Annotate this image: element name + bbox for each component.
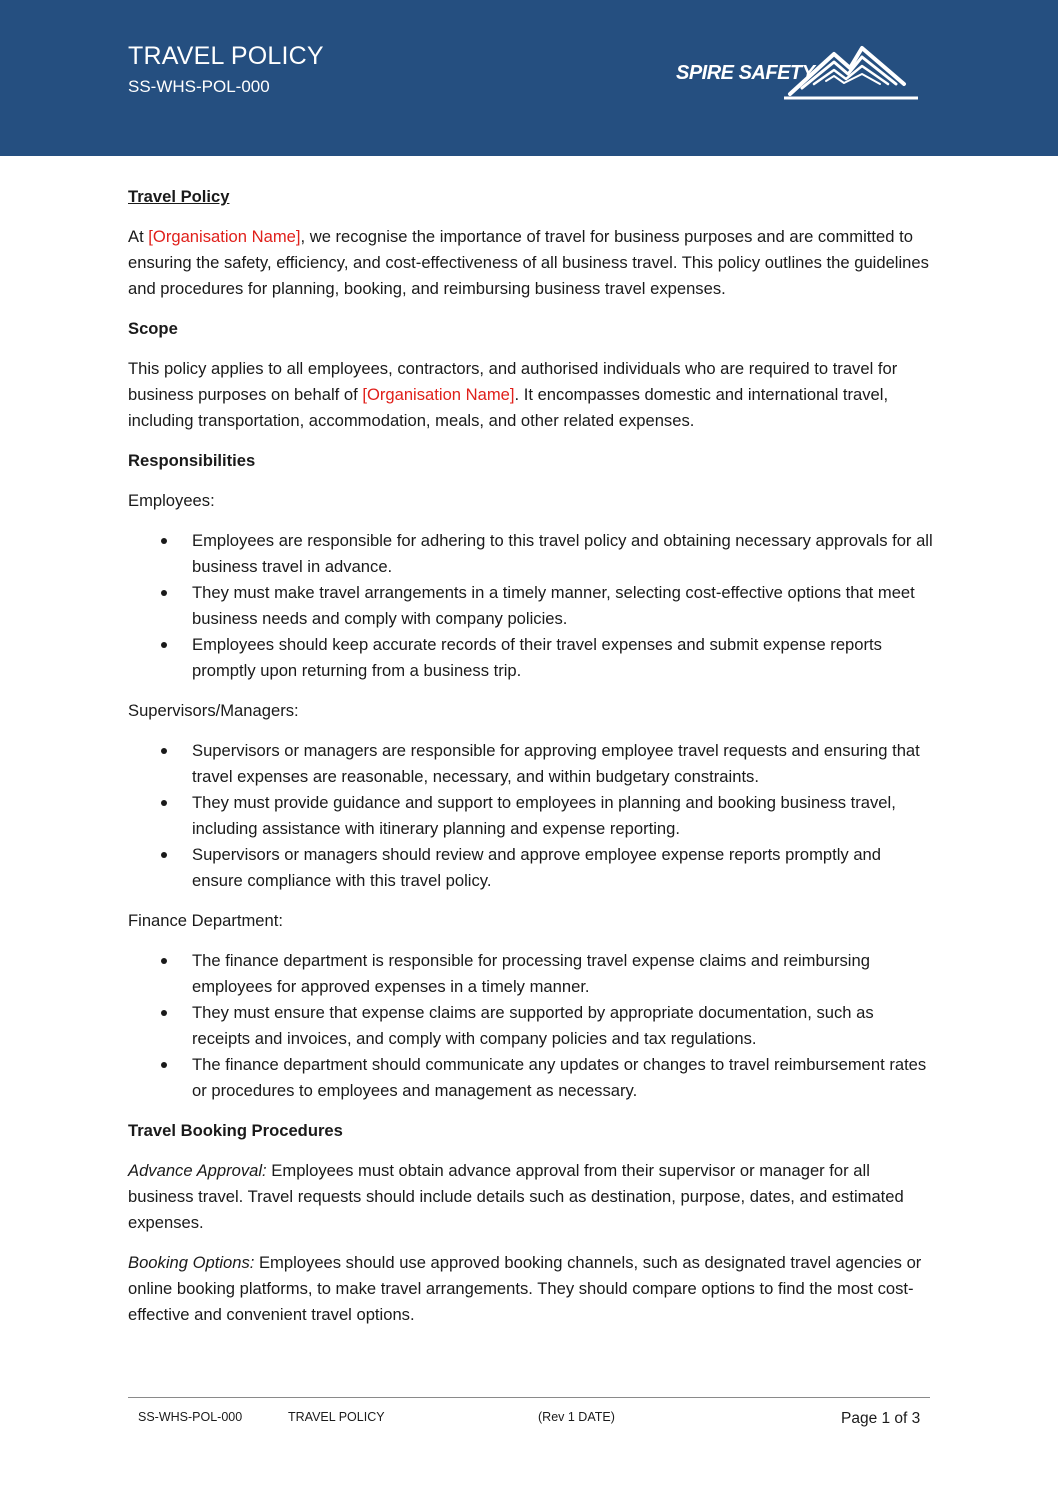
footer-revision: (Rev 1 DATE) (538, 1410, 615, 1424)
intro-text-start: At (128, 227, 149, 246)
bullet-icon (161, 958, 167, 964)
group-label-employees: Employees: (128, 491, 215, 510)
bullet-icon (161, 748, 167, 754)
intro-paragraph (128, 224, 934, 302)
list-item-text: They must ensure that expense claims are supported by appropriate documentation, such as receipts and invoices, and comply with company policies and tax regulations. (192, 1003, 874, 1048)
organisation-placeholder: [Organisation Name] (362, 385, 515, 404)
scope-text-start: This policy applies to all employees, contractors, and authorised individuals who are required to travel for business purposes on behalf of (128, 359, 898, 404)
page-header (0, 0, 1058, 156)
document-title: TRAVEL POLICY (128, 42, 324, 70)
bullet-icon (161, 800, 167, 806)
document-code: SS-WHS-POL-000 (128, 77, 270, 96)
list-item-text: Employees are responsible for adhering to this travel policy and obtaining necessary approvals for all business travel in advance. (192, 531, 933, 576)
list-item-text: The finance department should communicate any updates or changes to travel reimbursement rates or procedures to employees and management as necessary. (192, 1055, 927, 1100)
organisation-placeholder: [Organisation Name] (148, 227, 301, 246)
employees-list (128, 528, 934, 684)
list-item (128, 948, 934, 1000)
booking-options-text: Employees should use approved booking channels, such as designated travel agencies or online booking platforms, to make travel arrangements. They should compare options to find the most cost-effective and convenient travel options. (128, 1253, 922, 1324)
scope-heading: Scope (128, 319, 178, 338)
list-item (128, 1000, 934, 1052)
list-item-text: They must make travel arrangements in a timely manner, selecting cost-effective options that meet business needs and comply with company policies. (192, 583, 915, 628)
list-item-text: Supervisors or managers should review and approve employee expense reports promptly and ensure compliance with this travel policy. (192, 845, 882, 890)
list-item (128, 738, 934, 790)
scope-text-end: . It encompasses domestic and international travel, including transportation, accommodation, meals, and other related expenses. (128, 385, 889, 430)
footer-page-number: Page 1 of 3 (841, 1410, 921, 1427)
list-item (128, 790, 934, 842)
bullet-icon (161, 538, 167, 544)
list-item (128, 842, 934, 894)
advance-approval-text: Employees must obtain advance approval from their supervisor or manager for all business travel. Travel requests should include details such as destination, purpose, dates, and estimated expenses. (128, 1161, 904, 1232)
scope-paragraph (128, 356, 934, 434)
booking-options-paragraph (128, 1250, 934, 1328)
booking-heading: Travel Booking Procedures (128, 1121, 343, 1140)
group-label-supervisors: Supervisors/Managers: (128, 701, 299, 720)
finance-list (128, 948, 934, 1104)
bullet-icon (161, 852, 167, 858)
list-item-text: Supervisors or managers are responsible for approving employee travel requests and ensuring that travel expenses are reasonable, necessary, and within budgetary constraints. (192, 741, 920, 786)
advance-approval-lead: Advance Approval: (128, 1161, 267, 1180)
footer-document-title: TRAVEL POLICY (288, 1410, 385, 1424)
group-label-finance: Finance Department: (128, 911, 283, 930)
list-item (128, 1052, 934, 1104)
company-logo (676, 44, 926, 102)
footer-document-code: SS-WHS-POL-000 (138, 1410, 243, 1424)
intro-text-end: , we recognise the importance of travel for business purposes and are committed to ensuring the safety, efficiency, and cost-effectiveness of all business travel. This policy outlines the guidelines and procedures for planning, booking, and reimbursing business travel expenses. (128, 227, 929, 298)
advance-approval-paragraph (128, 1158, 934, 1236)
supervisors-list (128, 738, 934, 894)
list-item-text: They must provide guidance and support to employees in planning and booking business travel, including assistance with itinerary planning and expense reporting. (192, 793, 896, 838)
mountain-icon (784, 44, 918, 102)
footer-divider (128, 1397, 930, 1398)
bullet-icon (161, 1010, 167, 1016)
bullet-icon (161, 590, 167, 596)
list-item (128, 580, 934, 632)
list-item-text: The finance department is responsible for processing travel expense claims and reimbursing employees for approved expenses in a timely manner. (192, 951, 870, 996)
responsibilities-heading: Responsibilities (128, 451, 256, 470)
list-item (128, 528, 934, 580)
booking-options-lead: Booking Options: (128, 1253, 255, 1272)
list-item (128, 632, 934, 684)
logo-text: SPIRE SAFETY (676, 62, 815, 84)
document-body (128, 184, 934, 1342)
bullet-icon (161, 1062, 167, 1068)
bullet-icon (161, 642, 167, 648)
list-item-text: Employees should keep accurate records of their travel expenses and submit expense reports promptly upon returning from a business trip. (192, 635, 882, 680)
main-heading: Travel Policy (128, 187, 230, 206)
